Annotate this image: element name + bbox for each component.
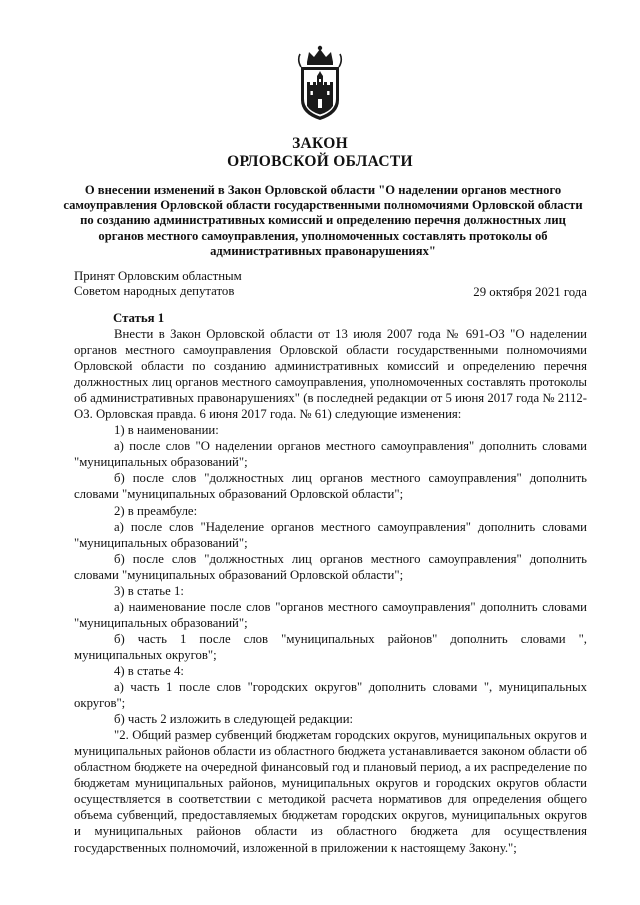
article-paragraph: б) часть 2 изложить в следующей редакции: (114, 712, 354, 727)
article-paragraph: б) часть 1 после слов "муниципальных районов" дополнить словами ", муниципальных округов"; (74, 631, 587, 662)
article-title: Статья 1 (113, 311, 165, 325)
article-paragraph: "2. Общий размер субвенций бюджетам городских округов, муниципальных округов и муниципальных районов области из областного бюджета устанавливается законом области об областном бюджете на очередной финансовый год и плановый период, а их распределение по бюджетам муниципальных районов, муниципальных округов и городских округов области осуществляется в соответствии с методикой расчета нормативов для определения общего объема субвенций, предоставляемых бюджетам городских округов, муниципальных округов и муниципальных районов области из областного бюджета для осуществления государственных полномочий, изложенной в приложении к настоящему Закону."; (74, 728, 587, 855)
document-subtitle: О внесении изменений в Закон Орловской области "О наделении органов местного самоуправления Орловской области государственными полномочиями Орловской области по созданию административных комиссий и определению перечня должностных лиц органов местного самоуправления, уполномоченных составлять протоколы об административных правонарушениях" (63, 183, 583, 258)
article-paragraph: а) часть 1 после слов "городских округов" дополнить словами ", муниципальных округов"; (74, 680, 587, 711)
article-paragraph: а) после слов "Наделение органов местного самоуправления" дополнить словами "муниципальных образований"; (74, 519, 587, 550)
article-paragraph: 3) в статье 1: (114, 583, 184, 598)
article-paragraph: б) после слов "должностных лиц органов местного самоуправления" дополнить словами "муниципальных образований Орловской области"; (74, 471, 587, 502)
article-paragraph: Внести в Закон Орловской области от 13 июля 2007 года № 691-ОЗ "О наделении органов местного самоуправления Орловской области государственными полномочиями Орловской области по созданию административных комиссий и определению перечня должностных лиц органов местного самоуправления, уполномоченных составлять протоколы об административных правонарушениях" (в последней редакции от 5 июня 2017 года № 2112-ОЗ. Орловская правда. 6 июня 2017 года. № 61) следующие изменения: (74, 327, 587, 422)
adoption-date: 29 октября 2021 года (473, 285, 587, 299)
article-paragraph: 1) в наименовании: (114, 423, 219, 438)
document-region: ОРЛОВСКОЙ ОБЛАСТИ (227, 153, 413, 170)
article-paragraph: 4) в статье 4: (114, 663, 184, 678)
adoption-statement (74, 269, 334, 299)
article-paragraph: 2) в преамбуле: (114, 503, 198, 518)
article-paragraph: б) после слов "должностных лиц органов местного самоуправления" дополнить словами "муниципальных образований Орловской области"; (74, 551, 587, 582)
adoption-line: Принят Орловским областным (74, 269, 242, 283)
adoption-line: Советом народных депутатов (74, 284, 235, 299)
document-title: ЗАКОН (292, 135, 348, 152)
coat-of-arms-icon (297, 44, 343, 122)
article-body (74, 326, 587, 856)
article-paragraph: а) наименование после слов "органов местного самоуправления" дополнить словами "муниципальных образований"; (74, 599, 587, 630)
article-paragraph: а) после слов "О наделении органов местного самоуправления" дополнить словами "муниципальных образований"; (74, 439, 587, 470)
